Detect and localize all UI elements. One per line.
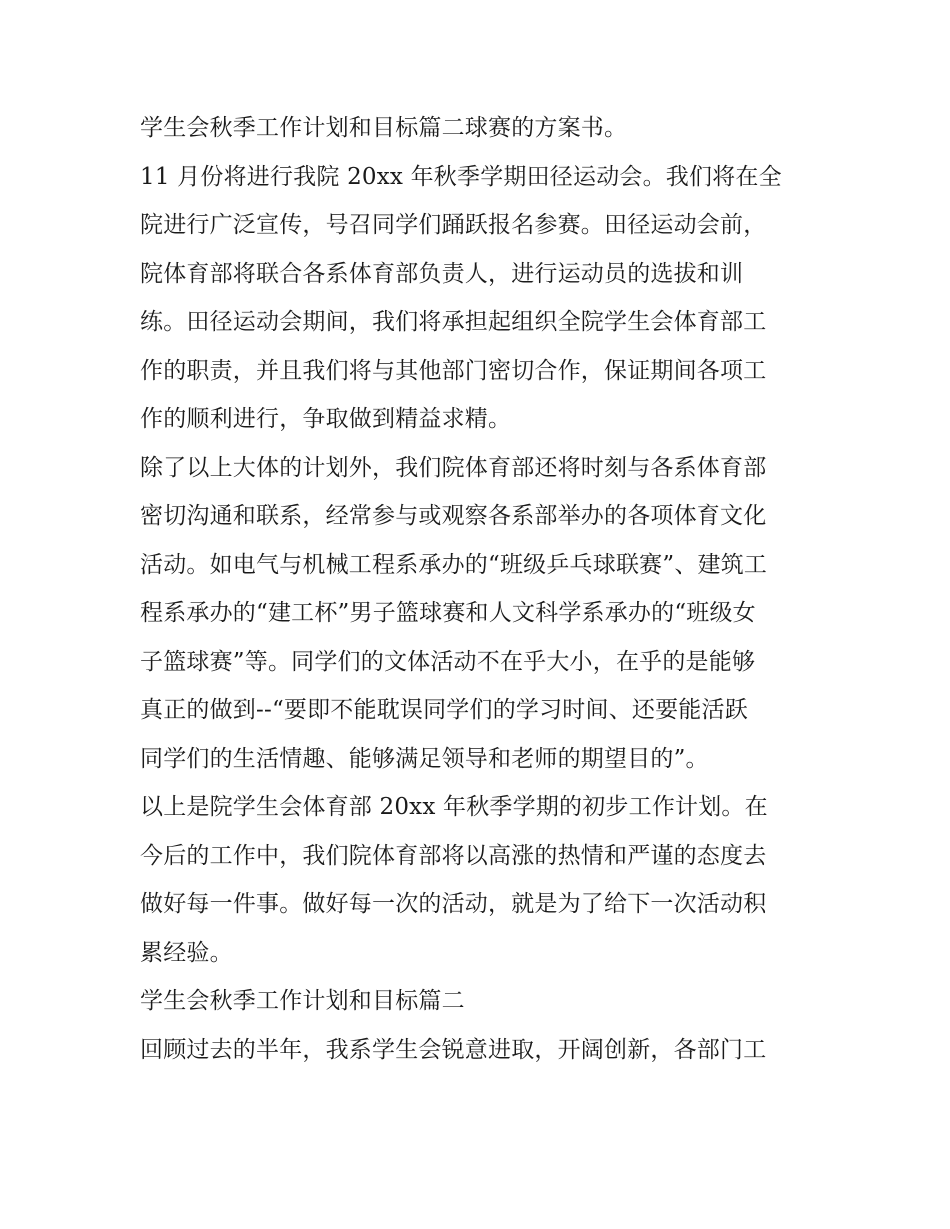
document-body bbox=[140, 104, 820, 1074]
text-line: 同学们的生活情趣、能够满足领导和老师的期望目的”。 bbox=[140, 745, 709, 772]
text-line: 程系承办的“建工杯”男子篮球赛和人文科学系承办的“班级女 bbox=[140, 600, 756, 626]
text-line: 以上是院学生会体育部 20xx 年秋季学期的初步工作计划。在 bbox=[140, 794, 768, 820]
text-line: 累经验。 bbox=[140, 939, 233, 966]
text-line: 活动。如电气与机械工程系承办的“班级乒乓球联赛”、建筑工 bbox=[140, 551, 768, 578]
text-line: 学生会秋季工作计划和目标篇二球赛的方案书。 bbox=[140, 115, 628, 141]
text-line: 院进行广泛宣传，号召同学们踊跃报名参赛。田径运动会前， bbox=[140, 212, 767, 238]
text-line: 院体育部将联合各系体育部负责人，进行运动员的选拔和训 bbox=[140, 260, 744, 287]
text-line: 做好每一件事。做好每一次的活动，就是为了给下一次活动积 bbox=[140, 891, 767, 917]
text-line: 11 月份将进行我院 20xx 年秋季学期田径运动会。我们将在全 bbox=[140, 163, 782, 190]
text-line: 作的职责，并且我们将与其他部门密切合作，保证期间各项工 bbox=[140, 357, 767, 384]
text-line: 子篮球赛”等。同学们的文体活动不在乎大小，在乎的是能够 bbox=[140, 648, 756, 675]
text-line: 除了以上大体的计划外，我们院体育部还将时刻与各系体育部 bbox=[140, 454, 767, 481]
text-line: 作的顺利进行，争取做到精益求精。 bbox=[140, 406, 512, 432]
text-line: 密切沟通和联系，经常参与或观察各系部举办的各项体育文化 bbox=[140, 503, 767, 529]
text-line: 今后的工作中，我们院体育部将以高涨的热情和严谨的态度去 bbox=[140, 842, 767, 869]
text-line: 练。田径运动会期间，我们将承担起组织全院学生会体育部工 bbox=[140, 309, 767, 335]
section-heading: 学生会秋季工作计划和目标篇二 bbox=[140, 988, 465, 1014]
text-line: 真正的做到--“要即不能耽误同学们的学习时间、还要能活跃 bbox=[140, 697, 748, 723]
text-line: 回顾过去的半年，我系学生会锐意进取，开阔创新，各部门工 bbox=[140, 1036, 767, 1063]
